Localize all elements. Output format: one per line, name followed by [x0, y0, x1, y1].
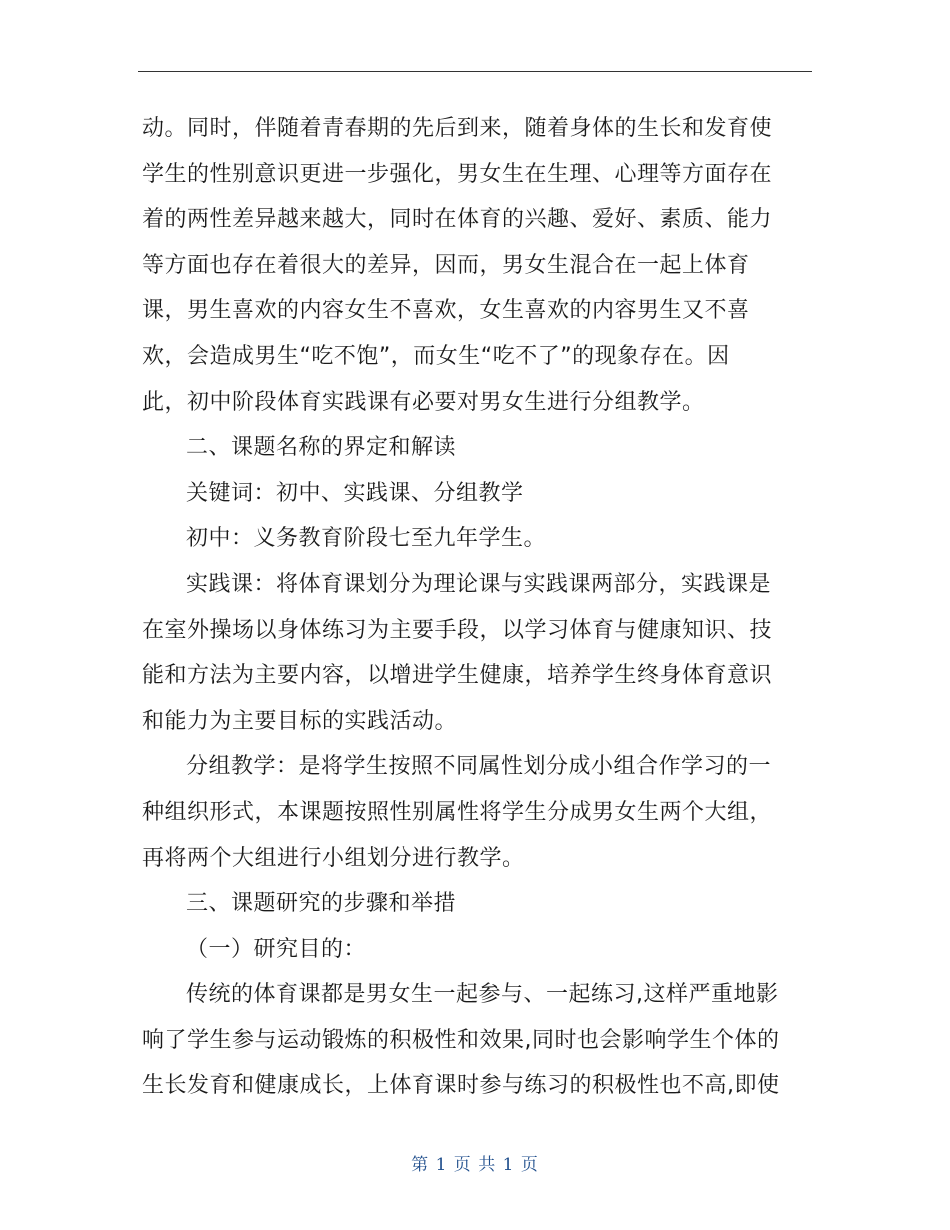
text-line: 种组织形式，本课题按照性别属性将学生分成男女生两个大组，	[142, 799, 773, 825]
text-line: 和能力为主要目标的实践活动。	[142, 708, 458, 734]
text-line: 课，男生喜欢的内容女生不喜欢，女生喜欢的内容男生又不喜	[142, 298, 750, 324]
document-body	[142, 106, 802, 1109]
text-line: 能和方法为主要内容，以增进学生健康，培养学生终身体育意识	[142, 663, 773, 689]
text-line: 关键词：初中、实践课、分组教学	[186, 480, 524, 506]
text-line: 分组教学：是将学生按照不同属性划分成小组合作学习的一	[186, 754, 772, 780]
paragraph	[142, 106, 802, 425]
text-line: 二、课题名称的界定和解读	[186, 435, 457, 461]
text-line: 此，初中阶段体育实践课有必要对男女生进行分组教学。	[142, 389, 705, 415]
text-line: 在室外操场以身体练习为主要手段，以学习体育与健康知识、技	[142, 617, 773, 643]
text-line: 传统的体育课都是男女生一起参与、一起练习,这样严重地影	[186, 982, 779, 1008]
text-line: 欢，会造成男生“吃不饱”，而女生“吃不了”的现象存在。因	[142, 343, 730, 369]
paragraph	[142, 425, 802, 471]
paragraph	[142, 744, 802, 881]
text-line: 动。同时，伴随着青春期的先后到来，随着身体的生长和发育使	[142, 116, 773, 141]
paragraph	[142, 516, 802, 562]
text-line: 等方面也存在着很大的差异，因而，男女生混合在一起上体育	[142, 252, 750, 278]
page-footer: 第 1 页 共 1 页	[411, 1155, 539, 1175]
text-line: 三、课题研究的步骤和举措	[186, 891, 457, 917]
header-rule	[138, 71, 812, 72]
paragraph	[142, 562, 802, 744]
text-line: 初中：义务教育阶段七至九年学生。	[186, 526, 547, 552]
text-line: （一）研究目的：	[186, 936, 367, 962]
paragraph	[142, 972, 802, 1109]
text-line: 响了学生参与运动锻炼的积极性和效果,同时也会影响学生个体的	[142, 1027, 780, 1053]
paragraph	[142, 881, 802, 927]
paragraph	[142, 471, 802, 517]
text-line: 学生的性别意识更进一步强化，男女生在生理、心理等方面存在	[142, 161, 773, 187]
text-line: 着的两性差异越来越大，同时在体育的兴趣、爱好、素质、能力	[142, 207, 773, 233]
text-line: 实践课：将体育课划分为理论课与实践课两部分，实践课是	[186, 571, 772, 597]
text-line: 再将两个大组进行小组划分进行教学。	[142, 845, 525, 871]
paragraph	[142, 927, 802, 973]
text-line: 生长发育和健康成长，上体育课时参与练习的积极性也不高,即使	[142, 1073, 780, 1099]
